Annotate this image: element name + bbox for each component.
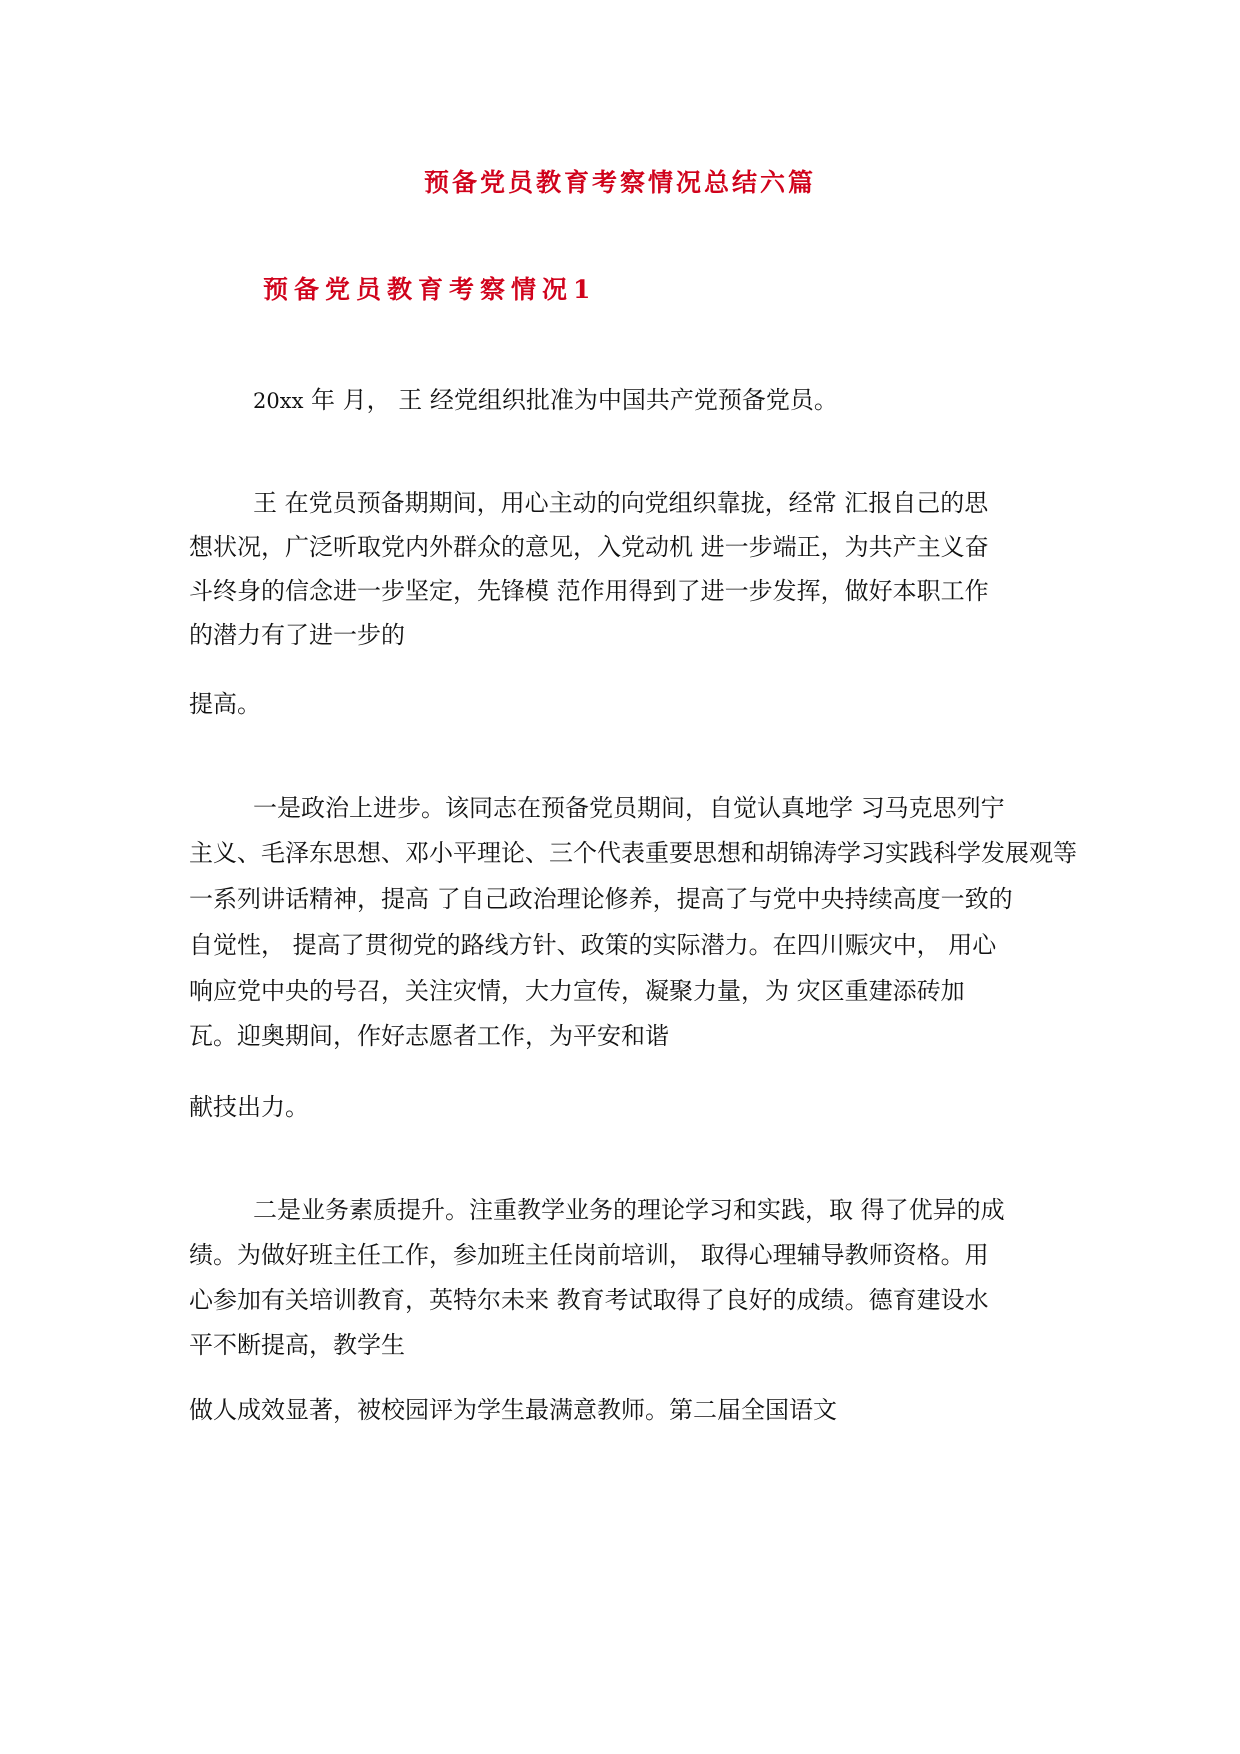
- paragraph-2-line: 王 在党员预备期期间，用心主动的向党组织靠拢，经常 汇报自己的思: [253, 489, 989, 517]
- section-title: 预备党员教育考察情况1: [263, 275, 597, 304]
- paragraph-2-line: 斗终身的信念进一步坚定，先锋模 范作用得到了进一步发挥，做好本职工作: [189, 577, 989, 605]
- paragraph-3-line: 自觉性， 提高了贯彻党的路线方针、政策的实际潜力。在四川赈灾中， 用心: [189, 931, 997, 959]
- document-title: 预备党员教育考察情况总结六篇: [423, 168, 816, 197]
- paragraph-4-line: 心参加有关培训教育，英特尔未来 教育考试取得了良好的成绩。德育建设水: [189, 1286, 989, 1314]
- paragraph-3-line: 主义、毛泽东思想、邓小平理论、三个代表重要思想和胡锦涛学习实践科学发展观等: [189, 839, 1077, 867]
- paragraph-2-line: 想状况，广泛听取党内外群众的意见，入党动机 进一步端正，为共产主义奋: [189, 533, 989, 561]
- paragraph-3-line: 响应党中央的号召，关注灾情，大力宣传，凝聚力量，为 灾区重建添砖加: [189, 977, 965, 1005]
- year-text: 20xx: [253, 389, 304, 413]
- paragraph-3-line: 一系列讲话精神，提高 了自己政治理论修养，提高了与党中央持续高度一致的: [189, 885, 1013, 913]
- paragraph-4-line: 绩。为做好班主任工作，参加班主任岗前培训， 取得心理辅导教师资格。用: [189, 1241, 989, 1269]
- paragraph-1-line: [253, 385, 838, 416]
- paragraph-2-line: 提高。: [189, 690, 261, 718]
- paragraph-4-line: 做人成效显著，被校园评为学生最满意教师。第二届全国语文: [189, 1396, 837, 1424]
- paragraph-3-line: 瓦。迎奥期间，作好志愿者工作，为平安和谐: [189, 1022, 669, 1050]
- paragraph-3-line: 一是政治上进步。该同志在预备党员期间，自觉认真地学 习马克思列宁: [253, 794, 1005, 822]
- paragraph-2-line: 的潜力有了进一步的: [189, 621, 405, 649]
- paragraph-4-line: 平不断提高，教学生: [189, 1331, 405, 1359]
- paragraph-4-line: 二是业务素质提升。注重教学业务的理论学习和实践，取 得了优异的成: [253, 1196, 1005, 1224]
- paragraph-1-text: 年 月， 王 经党组织批准为中国共产党预备党员。: [303, 386, 838, 414]
- paragraph-3-line: 献技出力。: [189, 1093, 309, 1121]
